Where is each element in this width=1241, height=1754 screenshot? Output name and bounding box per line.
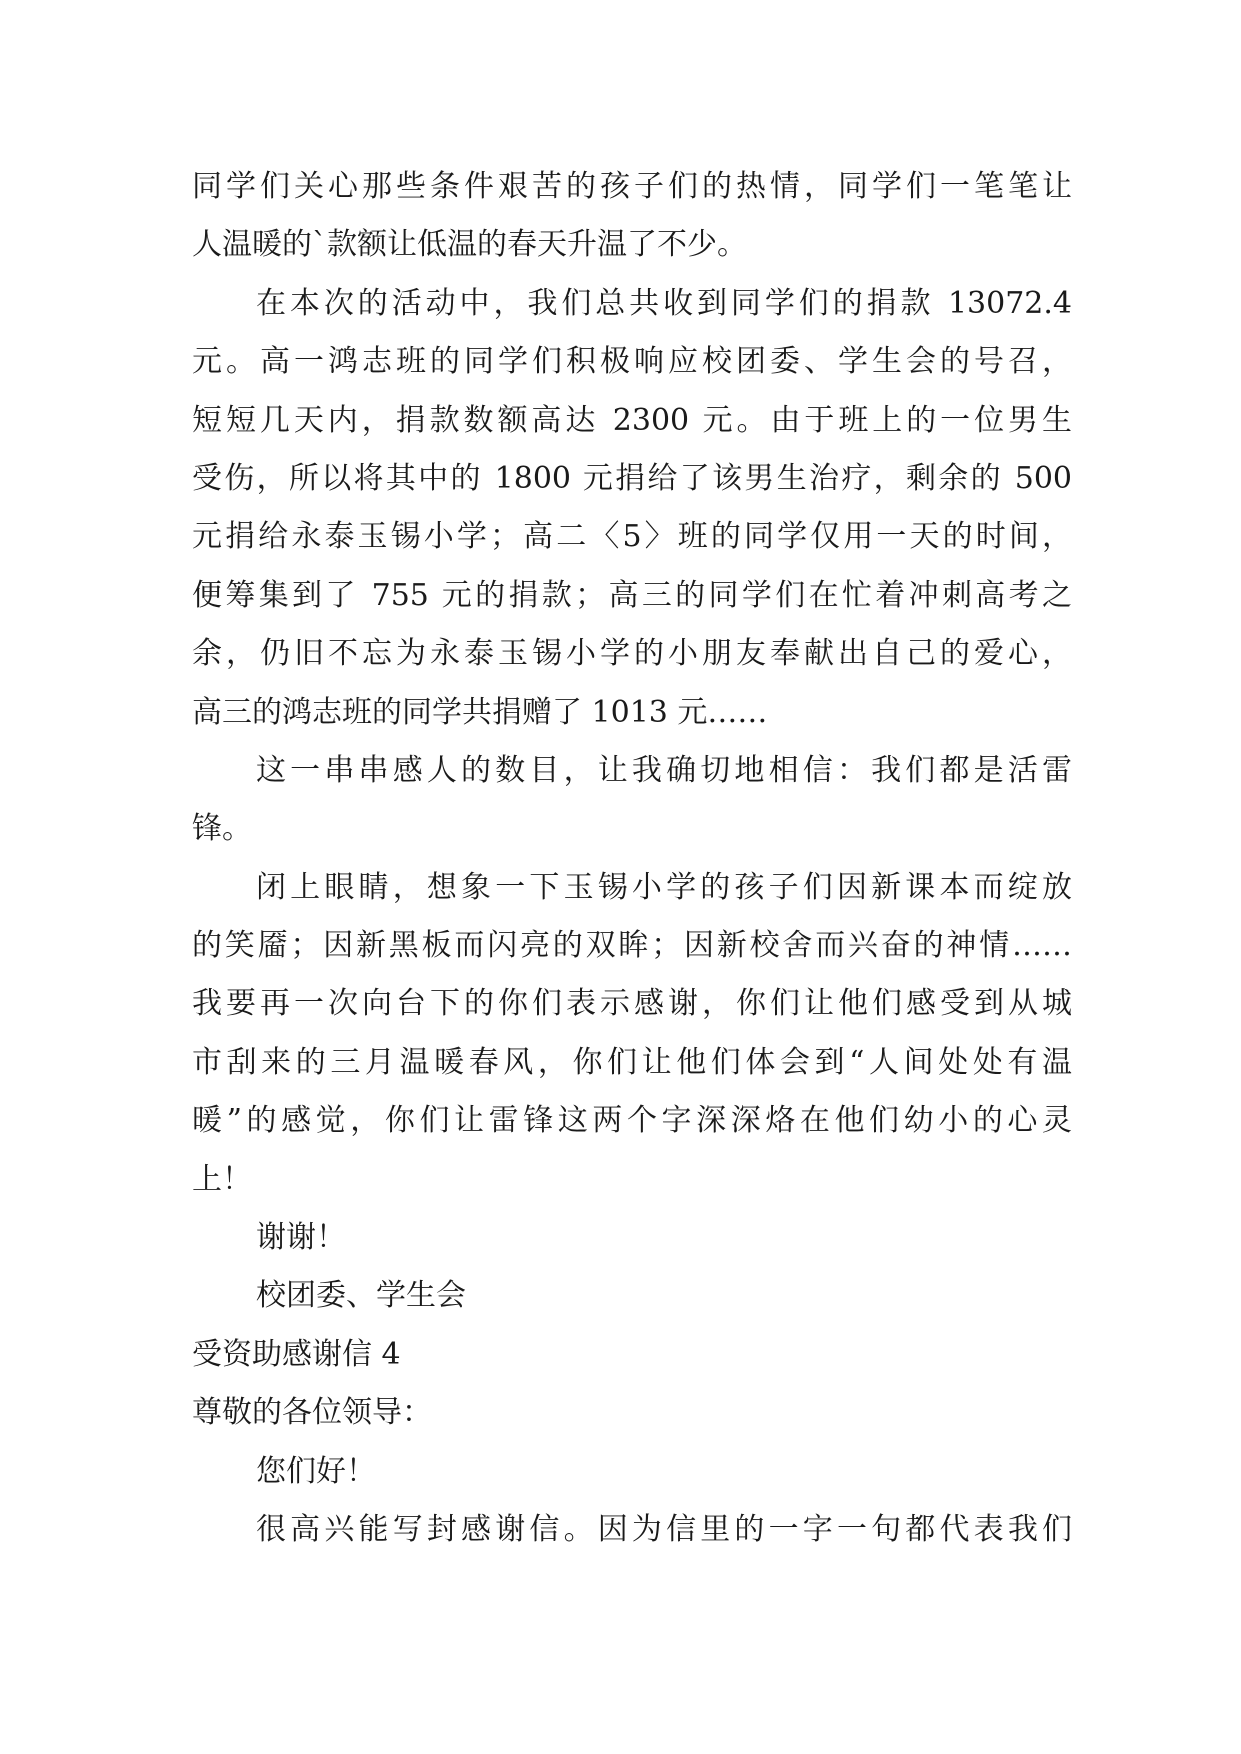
salutation-line: 尊敬的各位领导： [192, 1395, 432, 1431]
signature-line: 校团委、学生会 [256, 1278, 466, 1314]
text-line: 便筹集到了 755 元的捐款；高三的同学们在忙着冲刺高考之 [192, 577, 1072, 613]
text-line: 的笑靥；因新黑板而闪亮的双眸；因新校舍而兴奋的神情…… [192, 928, 1072, 964]
text-line: 受伤，所以将其中的 1800 元捐给了该男生治疗，剩余的 500 [192, 460, 1072, 496]
text-line: 在本次的活动中，我们总共收到同学们的捐款 13072.4 [256, 285, 1072, 321]
text-line: 人温暖的`款额让低温的春天升温了不少。 [192, 227, 747, 263]
text-line: 同学们关心那些条件艰苦的孩子们的热情，同学们一笔笔让 [192, 169, 1072, 204]
text-line: 短短几天内，捐款数额高达 2300 元。由于班上的一位男生 [192, 402, 1072, 438]
text-line: 暖”的感觉，你们让雷锋这两个字深深烙在他们幼小的心灵 [192, 1103, 1072, 1139]
greeting-line: 您们好！ [256, 1453, 376, 1489]
text-line: 上！ [192, 1161, 252, 1197]
section-title: 受资助感谢信 4 [192, 1336, 401, 1372]
text-line: 我要再一次向台下的你们表示感谢，你们让他们感受到从城 [192, 986, 1072, 1022]
text-line: 元捐给永泰玉锡小学；高二〈5〉班的同学仅用一天的时间， [192, 519, 1072, 555]
text-line: 谢谢！ [256, 1220, 346, 1256]
text-line: 高三的鸿志班的同学共捐赠了 1013 元…… [192, 694, 768, 730]
text-line: 元。高一鸿志班的同学们积极响应校团委、学生会的号召， [192, 344, 1072, 380]
document-page [192, 158, 1072, 1559]
text-line: 余，仍旧不忘为永泰玉锡小学的小朋友奉献出自己的爱心， [192, 636, 1072, 672]
text-line: 这一串串感人的数目，让我确切地相信：我们都是活雷 [256, 752, 1072, 788]
text-line: 市刮来的三月温暖春风，你们让他们体会到“人间处处有温 [192, 1044, 1072, 1080]
text-line: 锋。 [192, 811, 252, 847]
text-line: 很高兴能写封感谢信。因为信里的一字一句都代表我们 [256, 1511, 1072, 1547]
text-line: 闭上眼睛，想象一下玉锡小学的孩子们因新课本而绽放 [256, 869, 1072, 905]
